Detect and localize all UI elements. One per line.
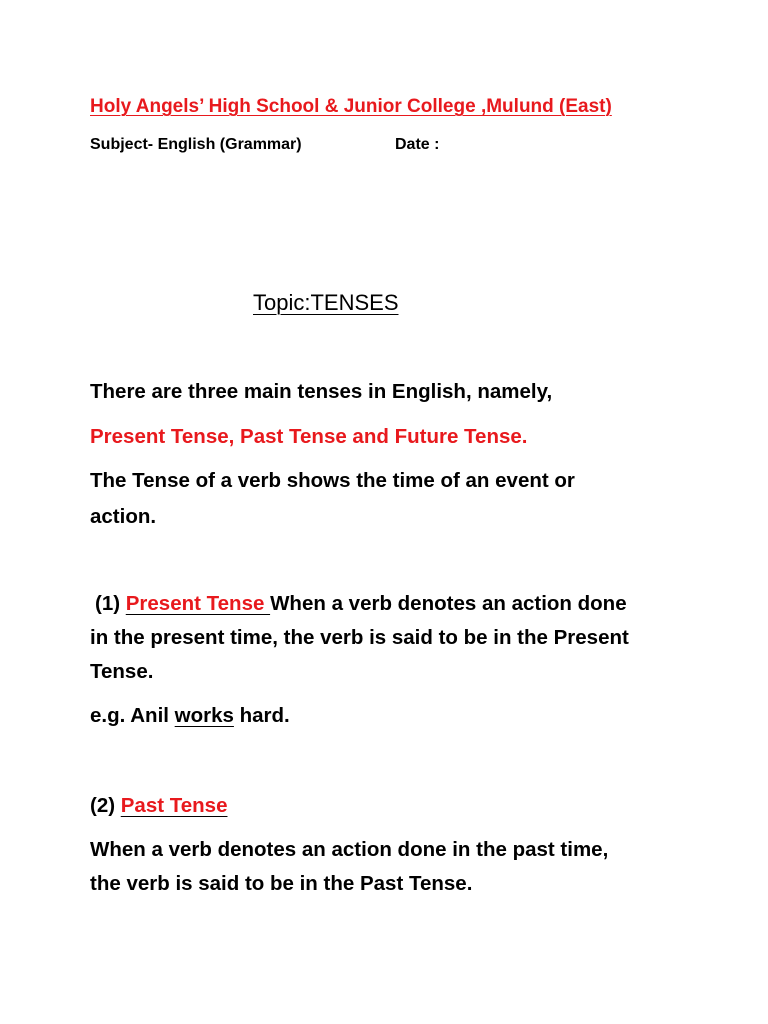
section1-example	[90, 704, 290, 728]
section2-line1: When a verb denotes an action done in the past time,	[90, 838, 609, 861]
section2-line2: the verb is said to be in the Past Tense.	[90, 872, 473, 895]
example-suffix: hard.	[233, 704, 290, 727]
example-prefix: e.g. Anil	[90, 704, 175, 727]
section1-line2: in the present time, the verb is said to be in the Present	[90, 626, 629, 649]
tenses-list: Present Tense, Past Tense and Future Tense.	[90, 425, 528, 448]
section1-line3: Tense.	[90, 660, 154, 683]
subject-label: Subject- English (Grammar)	[90, 136, 302, 153]
section2-heading-line	[90, 794, 227, 818]
date-label: Date :	[395, 136, 440, 153]
definition-line-1: The Tense of a verb shows the time of an event or	[90, 469, 575, 492]
school-title: Holy Angels’ High School & Junior College ,Mulund (East)	[90, 96, 612, 117]
example-verb: works	[174, 704, 234, 727]
definition-line-2: action.	[90, 505, 157, 528]
section1-line1-rest: When a verb denotes an action done	[270, 592, 627, 615]
section2-heading: Past Tense	[120, 794, 228, 817]
topic-heading: Topic:TENSES	[253, 290, 399, 315]
section1-number: (1)	[95, 592, 126, 615]
section2-number: (2)	[90, 794, 121, 817]
intro-line: There are three main tenses in English, namely,	[90, 380, 553, 403]
subject-line	[90, 136, 440, 154]
section1-heading-line	[95, 592, 627, 616]
section1-heading: Present Tense	[125, 592, 271, 615]
